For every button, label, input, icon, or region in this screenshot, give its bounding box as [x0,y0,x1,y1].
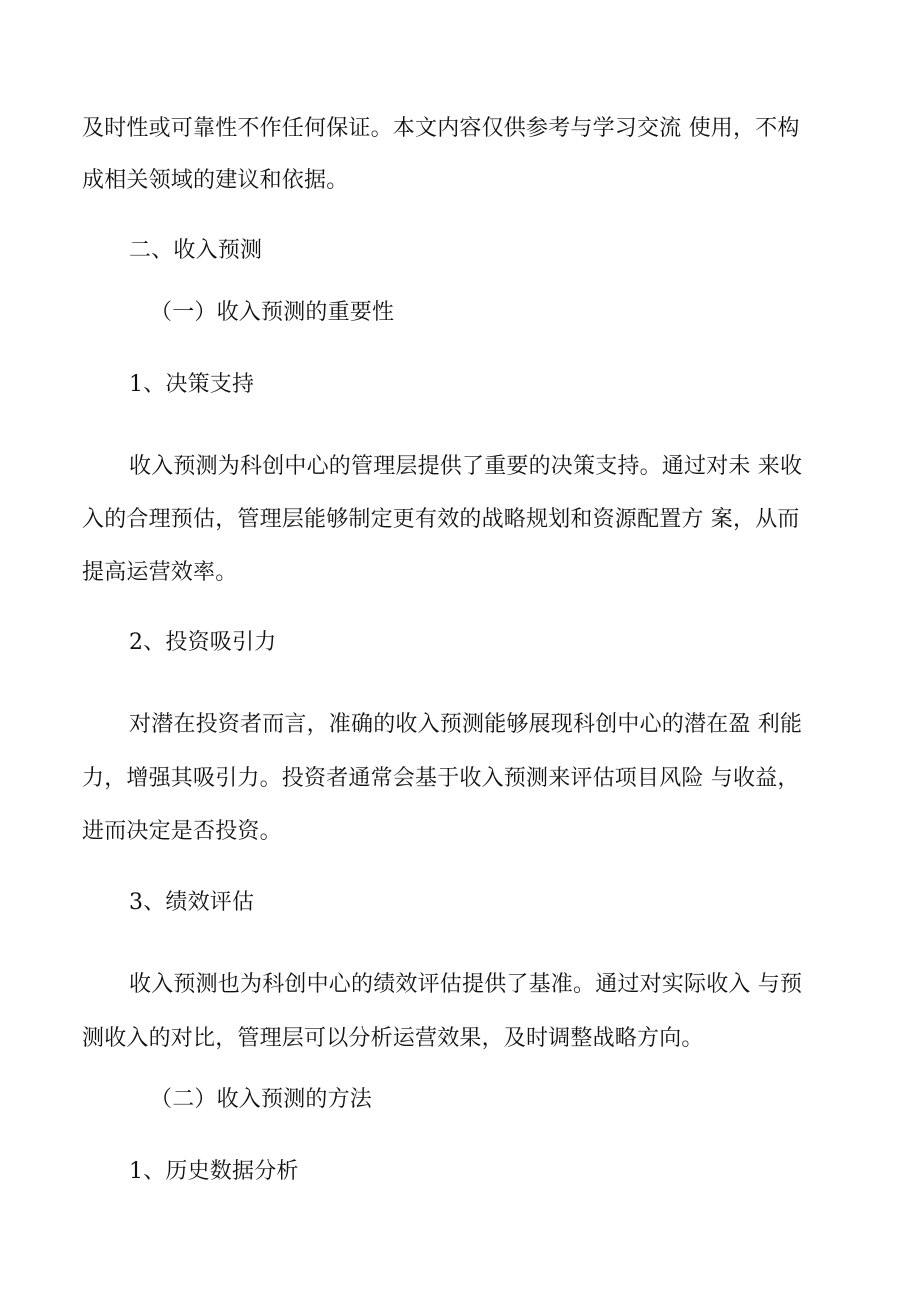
item-heading-historical-data: 1、历史数据分析 [129,1159,299,1184]
paragraph-line: 力，增强其吸引力。投资者通常会基于收入预测来评估项目风险 与收益， [82,766,800,791]
paragraph-line: 进而决定是否投资。 [82,819,282,844]
paragraph-line: 对潜在投资者而言，准确的收入预测能够展现科创中心的潜在盈 利能 [129,712,803,737]
item-heading-performance-evaluation: 3、绩效评估 [129,890,255,915]
intro-line-1: 及时性或可靠性不作任何保证。本文内容仅供参考与学习交流 使用，不构 [82,116,800,141]
item-heading-decision-support: 1、决策支持 [129,372,255,397]
paragraph-line: 收入预测为科创中心的管理层提供了重要的决策支持。通过对未 来收 [129,454,803,479]
paragraph-line: 提高运营效率。 [82,560,238,585]
subsection-title-methods: （二）收入预测的方法 [150,1087,373,1112]
paragraph-line: 入的合理预估，管理层能够制定更有效的战略规划和资源配置方 案，从而 [82,507,800,532]
paragraph-line: 测收入的对比，管理层可以分析运营效果，及时调整战略方向。 [82,1026,704,1051]
intro-line-2: 成相关领域的建议和依据。 [82,168,349,193]
section-title: 二、收入预测 [129,238,263,263]
subsection-title-importance: （一）收入预测的重要性 [150,300,395,325]
item-heading-investment-attraction: 2、投资吸引力 [129,630,277,655]
paragraph-line: 收入预测也为科创中心的绩效评估提供了基准。通过对实际收入 与预 [129,972,803,997]
